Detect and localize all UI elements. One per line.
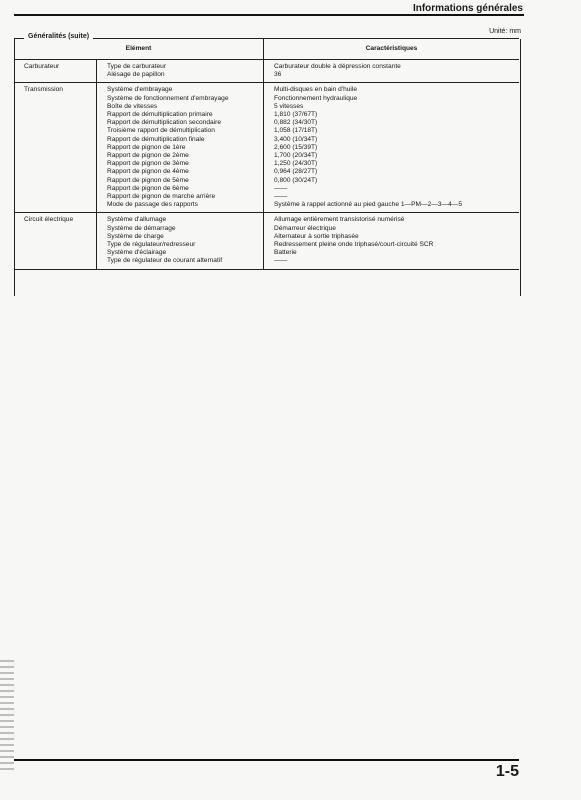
top-rule: [14, 14, 524, 16]
characteristic-value: Allumage entièrement transistorisé numérisé: [274, 216, 405, 224]
element-cell: [97, 60, 264, 83]
table-row: [14, 213, 519, 269]
page-number: 1-5: [495, 763, 519, 780]
characteristic-value: ——: [274, 193, 288, 201]
element-item: Rapport de démultiplication primaire: [107, 111, 213, 119]
table-body: [14, 60, 519, 270]
element-item: Rapport de démultiplication finale: [107, 135, 205, 143]
element-item: Mode de passage des rapports: [107, 201, 198, 209]
header-characteristics: Caractéristiques: [264, 39, 520, 60]
characteristic-value: 2,600 (15/39T): [274, 143, 318, 151]
category-cell: Carburateur: [14, 60, 97, 83]
characteristic-value: Système à rappel actionné au pied gauche 1—PM—2—3—4—5: [274, 201, 463, 209]
characteristic-value: 1,058 (17/18T): [274, 127, 318, 135]
unit-label: Unité: mm: [489, 28, 521, 35]
element-item: Rapport de pignon de 3ème: [107, 160, 189, 168]
characteristic-value: 1,810 (37/67T): [274, 111, 318, 119]
element-item: Alésage de papillon: [107, 71, 165, 79]
characteristic-value: 1,250 (24/30T): [274, 160, 318, 168]
table-header-row: [14, 39, 519, 60]
element-item: Système d'allumage: [107, 216, 167, 224]
element-item: Rapport de pignon de 6ème: [107, 184, 189, 192]
category-cell: Circuit électrique: [14, 213, 97, 269]
section-title: Généralités (suite): [24, 33, 93, 40]
element-item: Système de fonctionnement d'embrayage: [107, 94, 229, 102]
bottom-rule: [14, 759, 519, 761]
category-cell: Transmission: [14, 83, 97, 213]
characteristic-value: 36: [274, 71, 282, 79]
characteristic-value: 0,800 (30/24T): [274, 176, 318, 184]
element-item: Rapport de pignon de 2ème: [107, 152, 189, 160]
element-item: Type de carburateur: [107, 63, 167, 70]
table-row: [14, 83, 519, 213]
element-item: Boîte de vitesses: [107, 102, 158, 110]
characteristic-cell: [264, 60, 520, 83]
characteristic-value: Batterie: [274, 249, 297, 257]
characteristic-cell: [264, 83, 520, 213]
element-item: Rapport de pignon de 4ème: [107, 168, 189, 176]
characteristic-value: 0,964 (28/27T): [274, 168, 318, 176]
element-cell: [97, 83, 264, 213]
characteristic-value: 3,400 (10/34T): [274, 135, 318, 143]
element-item: Système de charge: [107, 232, 164, 240]
characteristic-value: Carburateur double à dépression constante: [274, 63, 401, 70]
header-element: Elément: [14, 39, 264, 60]
element-item: Système de démarrage: [107, 224, 176, 232]
header-section-title: Informations générales: [412, 3, 523, 14]
characteristic-value: 0,882 (34/30T): [274, 119, 318, 127]
element-item: Type de régulateur de courant alternatif: [107, 257, 223, 265]
element-item: Système d'éclairage: [107, 249, 167, 257]
characteristic-value: Alternateur à sortie triphasée: [274, 232, 359, 240]
characteristic-value: Démarreur électrique: [274, 224, 336, 232]
characteristic-cell: [264, 213, 520, 269]
scan-edge-mark: [0, 660, 14, 770]
element-item: Rapport de pignon de 5ème: [107, 176, 189, 184]
element-cell: [97, 213, 264, 269]
spec-table: [14, 39, 519, 270]
table-row: [14, 60, 519, 83]
characteristic-value: Multi-disques en bain d'huile: [274, 86, 357, 94]
element-item: Système d'embrayage: [107, 86, 173, 94]
characteristic-value: 5 vitesses: [274, 102, 304, 110]
characteristic-value: Redressement pleine onde triphasé/court-circuité SCR: [274, 241, 434, 249]
element-item: Rapport de pignon de marche arrière: [107, 193, 216, 201]
characteristic-value: ——: [274, 257, 288, 265]
element-item: Rapport de pignon de 1ère: [107, 143, 186, 151]
characteristic-value: Fonctionnement hydraulique: [274, 94, 358, 102]
element-item: Rapport de démultiplication secondaire: [107, 119, 221, 127]
characteristic-value: ——: [274, 184, 288, 192]
element-item: Troisième rapport de démultiplication: [107, 127, 215, 135]
characteristic-value: 1,700 (20/34T): [274, 152, 318, 160]
element-item: Type de régulateur/redresseur: [107, 241, 196, 249]
